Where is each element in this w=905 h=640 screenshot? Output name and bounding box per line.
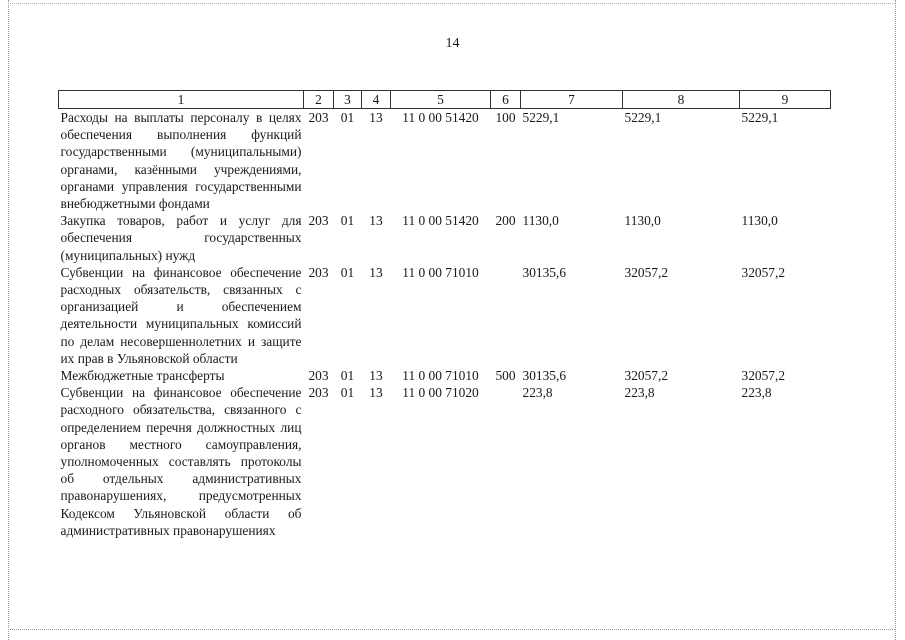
row-value-8: 1130,0 (624, 213, 661, 229)
row-value-7: 30135,6 (522, 368, 567, 384)
row-code-5: 11 0 00 71010 (402, 264, 479, 280)
row-value-9: 223,8 (741, 385, 772, 401)
row-code-3: 01 (340, 213, 355, 229)
table-row (59, 384, 831, 539)
row-code-4: 13 (369, 264, 383, 280)
row-value-7: 30135,6 (522, 264, 567, 280)
page-edge-right (895, 0, 897, 640)
row-code-6: 500 (495, 368, 516, 384)
header-cell-5: 5 (391, 91, 491, 109)
page-edge-left (8, 0, 10, 640)
page-edge-top (8, 3, 895, 5)
row-value-9: 32057,2 (741, 264, 786, 280)
row-name: Межбюджетные трансферты (60, 368, 225, 384)
row-code-3: 01 (340, 368, 355, 384)
row-name: Закупка товаров, работ и услуг для обеспечения государственных (муниципальных) нужд (60, 213, 302, 263)
header-cell-7: 7 (521, 91, 623, 109)
budget-table (58, 90, 831, 539)
row-value-9: 32057,2 (741, 368, 786, 384)
header-cell-2: 2 (304, 91, 334, 109)
row-value-9: 5229,1 (741, 110, 779, 125)
table-row (59, 367, 831, 384)
row-code-6 (491, 384, 521, 539)
row-code-4: 13 (369, 385, 383, 401)
row-code-4: 13 (369, 110, 383, 125)
row-code-6: 100 (495, 110, 516, 125)
row-value-9: 1130,0 (741, 213, 778, 229)
page-edge-bottom (8, 629, 895, 631)
row-code-2: 203 (308, 110, 329, 125)
row-code-5: 11 0 00 51420 (402, 213, 479, 229)
row-code-5: 11 0 00 71010 (402, 368, 479, 384)
header-cell-9: 9 (740, 91, 831, 109)
row-value-7: 5229,1 (522, 110, 560, 125)
row-value-8: 32057,2 (624, 368, 669, 384)
row-value-8: 5229,1 (624, 110, 662, 125)
row-code-4: 13 (369, 368, 383, 384)
row-name: Субвенции на финансовое обеспечение расходных обязательств, связанных с организацией и обеспечением деятельности муниципальных комиссий по делам несовершеннолетних и защите их прав в Ульяновской области (60, 264, 302, 366)
row-name: Субвенции на финансовое обеспечение расходного обязательства, связанного с определением перечня должностных лиц органов местного самоуправления, уполномоченных составлять протоколы об отдельных административных правонарушениях, предусмотренных Кодексом Ульяновской области об административных правонарушениях (60, 385, 302, 538)
row-code-2: 203 (308, 385, 329, 401)
row-code-3: 01 (340, 264, 355, 280)
row-code-2: 203 (308, 264, 329, 280)
row-code-6 (491, 264, 521, 367)
row-value-8: 32057,2 (624, 264, 669, 280)
row-code-6: 200 (495, 213, 516, 229)
row-value-8: 223,8 (624, 385, 655, 401)
row-code-3: 01 (340, 385, 355, 401)
header-cell-4: 4 (362, 91, 391, 109)
row-code-4: 13 (369, 213, 383, 229)
row-code-5: 11 0 00 51420 (402, 110, 479, 125)
row-code-5: 11 0 00 71020 (402, 385, 479, 401)
page-number: 14 (445, 36, 460, 51)
row-value-7: 1130,0 (522, 213, 559, 229)
table-row (59, 264, 831, 367)
table-row (59, 109, 831, 213)
header-cell-3: 3 (334, 91, 362, 109)
header-cell-8: 8 (623, 91, 740, 109)
row-code-3: 01 (340, 110, 355, 125)
row-value-7: 223,8 (522, 385, 553, 401)
header-cell-1: 1 (59, 91, 304, 109)
table-header-row (59, 91, 831, 109)
row-code-2: 203 (308, 213, 329, 229)
header-cell-6: 6 (491, 91, 521, 109)
row-name: Расходы на выплаты персоналу в целях обеспечения выполнения функций государственными (муниципальными) органами, казёнными учреждениями, органами управления государственными внебюджетными фондами (60, 110, 302, 212)
row-code-2: 203 (308, 368, 329, 384)
table-row (59, 212, 831, 264)
